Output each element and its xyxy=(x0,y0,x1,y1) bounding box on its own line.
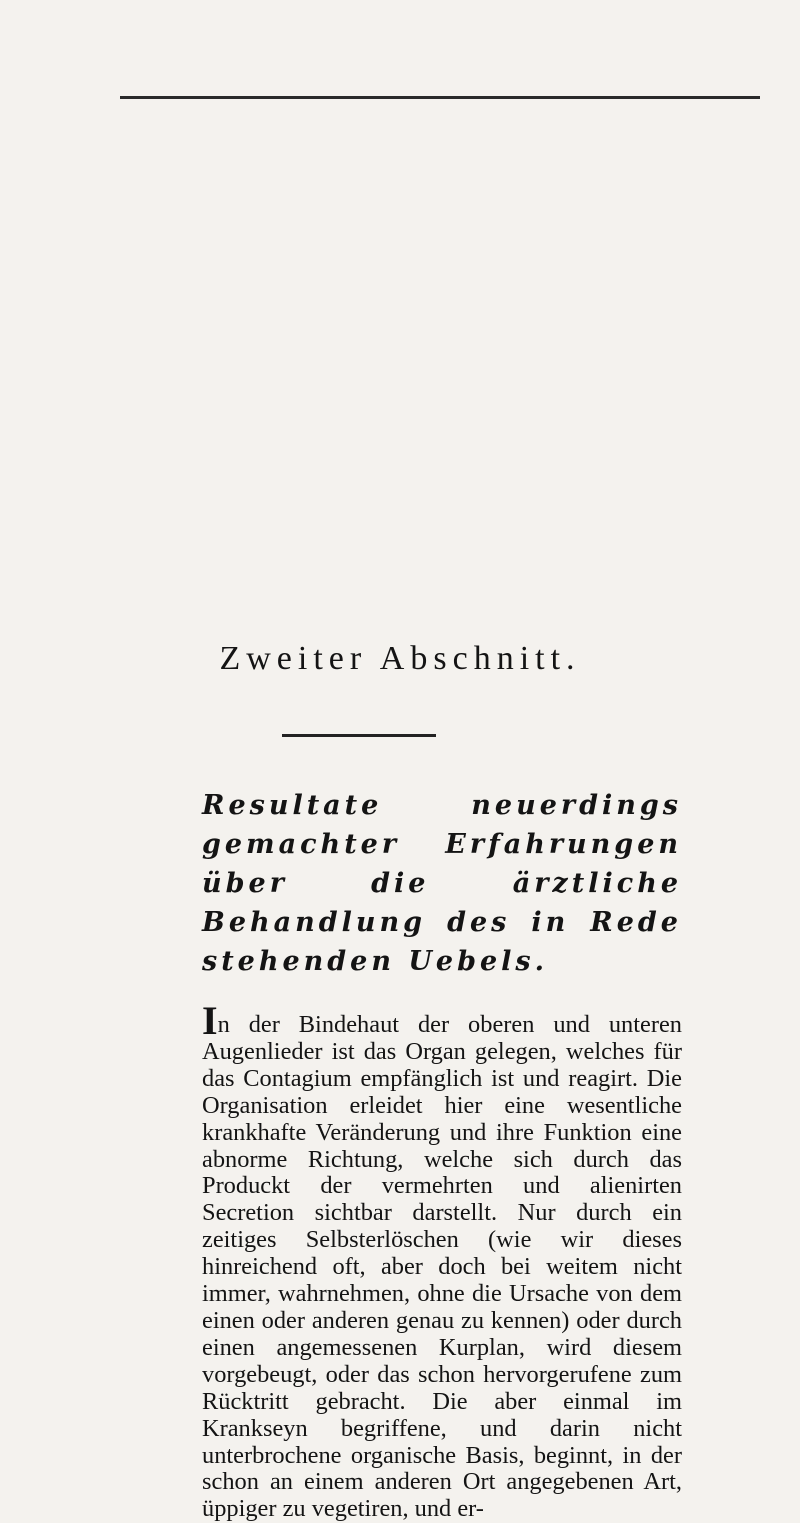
heading-divider xyxy=(282,734,436,737)
section-heading: Zweiter Abschnitt. xyxy=(219,640,581,677)
body-paragraph xyxy=(202,998,682,1523)
body-text: n der Bindehaut der oberen und unteren Augenlieder ist das Organ gelegen, welches für das Contagium empfänglich ist und reagirt. Die Organisation erleidet hier eine wesentliche krankhafte Veränderung und ihre Funktion eine abnorme Richtung, welche sich durch das Produckt der vermehrten und alienirten Secretion sichtbar darstellt. Nur durch ein zeitiges Selbsterlöschen (wie wir dieses hinreichend oft, aber doch bei weitem nicht immer, wahrnehmen, ohne die Ursache von dem einen oder anderen genau zu kennen) oder durch einen angemessenen Kurplan, wird diesem vorgebeugt, oder das schon hervorgerufene zum Rücktritt gebracht. Die aber einmal im Krankseyn begriffene, und darin nicht unterbrochene organische Basis, beginnt, in der schon an einem anderen Ort angegebenen Art, üppiger zu vegetiren, und er- xyxy=(202,1011,682,1523)
section-subtitle: Resultate neuerdings gemachter Erfahrungen über die ärztliche Behandlung des in Rede stehenden Uebels. xyxy=(202,790,682,977)
initial-letter: I xyxy=(202,998,218,1043)
top-rule xyxy=(120,96,760,99)
